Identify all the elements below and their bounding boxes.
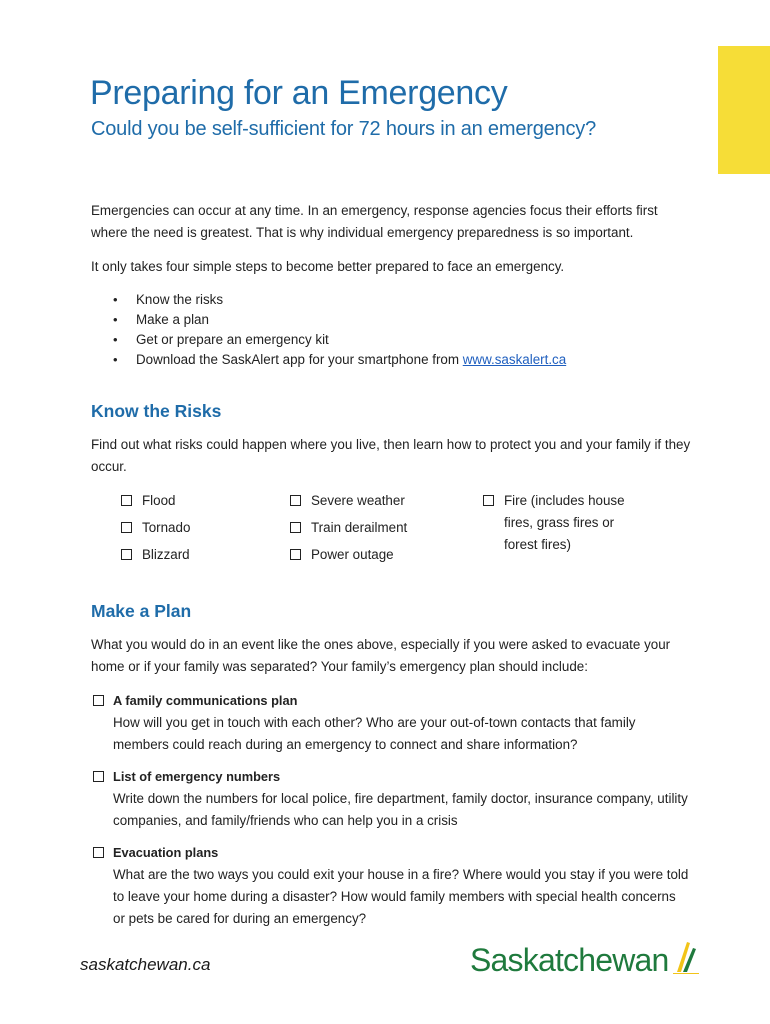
bullet-icon: • (113, 312, 118, 327)
make-plan-description: What you would do in an event like the ones above, especially if you were asked to evacuate your home or if your family was separated? Your family’s emergency plan should include: (91, 637, 671, 674)
checkbox-icon[interactable] (483, 495, 494, 506)
know-risks-heading: Know the Risks (91, 401, 222, 421)
steps-list (91, 290, 691, 370)
plan-item-title: List of emergency numbers (113, 769, 281, 784)
risk-power-outage[interactable]: Power outage (290, 544, 441, 566)
plan-item-emergency-numbers (91, 766, 691, 832)
saskalert-link[interactable]: www.saskalert.ca (462, 352, 567, 367)
logo-wordmark: Saskatchewan (470, 942, 669, 978)
plan-item-body: How will you get in touch with each other? Who are your out-of-town contacts that family members could reach during an emergency to connect and share information? (113, 715, 636, 752)
risk-train-derailment[interactable]: Train derailment (290, 517, 441, 539)
checkbox-icon[interactable] (93, 771, 104, 782)
checkbox-icon[interactable] (290, 549, 301, 560)
bullet-icon: • (113, 292, 118, 307)
list-item: • Make a plan (91, 310, 691, 330)
risk-fire[interactable]: Fire (includes house fires, grass fires or forest fires) (483, 490, 644, 556)
checkbox-icon[interactable] (121, 522, 132, 533)
wheat-sheaf-icon (673, 940, 699, 974)
checkbox-icon[interactable] (290, 495, 301, 506)
risk-tornado[interactable]: Tornado (121, 517, 272, 539)
plan-item-title: A family communications plan (113, 693, 298, 708)
checkbox-icon[interactable] (121, 495, 132, 506)
page-subtitle: Could you be self-sufficient for 72 hours in an emergency? (91, 118, 596, 140)
checkbox-icon[interactable] (290, 522, 301, 533)
page-title: Preparing for an Emergency (90, 74, 508, 112)
bullet-icon: • (113, 352, 118, 367)
intro-steps-lead: It only takes four simple steps to become better prepared to face an emergency. (91, 259, 565, 274)
list-item: • Get or prepare an emergency kit (91, 330, 691, 350)
plan-item-communications (91, 690, 691, 756)
yellow-corner-tab (718, 46, 770, 174)
make-plan-heading: Make a Plan (91, 601, 192, 621)
list-item: • Download the SaskAlert app for your smartphone from www.saskalert.ca (91, 350, 691, 370)
checkbox-icon[interactable] (93, 695, 104, 706)
main-content (91, 200, 691, 940)
plan-item-body: Write down the numbers for local police, fire department, family doctor, insurance company, utility companies, and family/friends who can help you in a crisis (113, 791, 688, 828)
risk-severe-weather[interactable]: Severe weather (290, 490, 441, 512)
plan-item-evacuation (91, 842, 691, 930)
plan-item-body: What are the two ways you could exit your house in a fire? Where would you stay if you were told to leave your home during a disaster? How would family members with special health concerns or pets be cared for during an emergency? (113, 867, 689, 926)
risk-blizzard[interactable]: Blizzard (121, 544, 272, 566)
list-item: • Know the risks (91, 290, 691, 310)
saskatchewan-logo (470, 940, 699, 980)
risk-checklist (91, 490, 691, 586)
checkbox-icon[interactable] (93, 847, 104, 858)
intro-paragraph: Emergencies can occur at any time. In an emergency, response agencies focus their efforts first where the need is greatest. That is why individual emergency preparedness is so important. (91, 203, 658, 240)
bullet-icon: • (113, 332, 118, 347)
footer-url: saskatchewan.ca (80, 955, 211, 974)
risk-flood[interactable]: Flood (121, 490, 272, 512)
know-risks-description: Find out what risks could happen where you live, then learn how to protect you and your family if they occur. (91, 437, 691, 474)
plan-item-title: Evacuation plans (113, 845, 219, 860)
checkbox-icon[interactable] (121, 549, 132, 560)
